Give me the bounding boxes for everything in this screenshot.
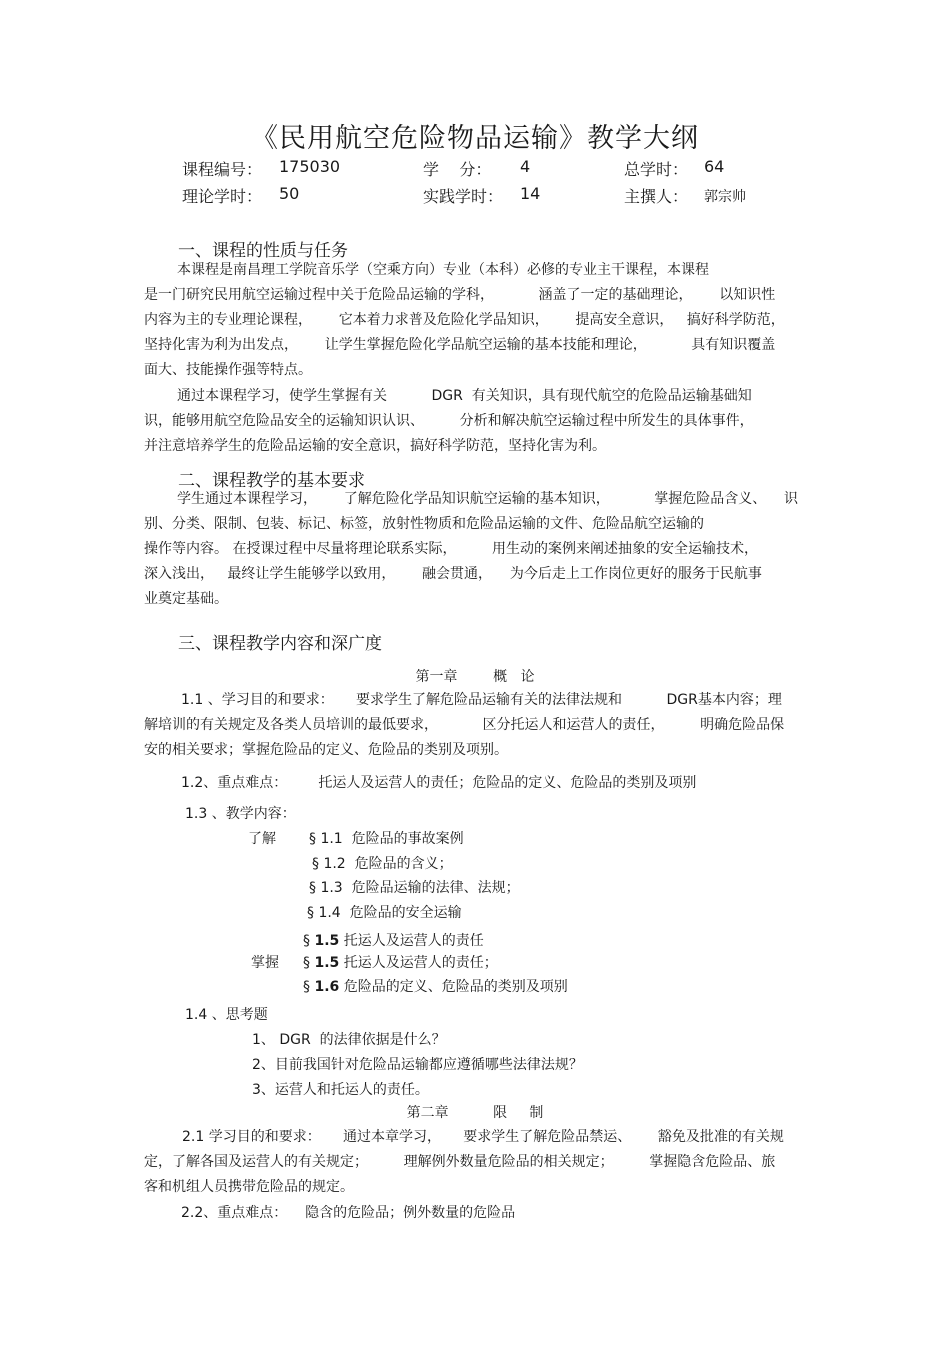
chapter-2-title: 第二章 限 制	[406, 1105, 544, 1121]
chapter-1-questions-heading: 1.4 、思考题	[185, 1007, 268, 1023]
content-item	[303, 976, 568, 996]
text-line: 并注意培养学生的危险品运输的安全意识，搞好科学防范，坚持化害为利。	[144, 438, 606, 454]
practice-hours	[423, 184, 541, 207]
question-item: 3、运营人和托运人的责任。	[252, 1082, 429, 1098]
item-prefix: §	[303, 955, 315, 971]
chapter-1-key-points: 1.2、重点难点： 托运人及运营人的责任；危险品的定义、危险品的类别及项别	[181, 775, 697, 791]
theory-hours-label: 理论学时：	[182, 187, 263, 206]
document-title: 《民用航空危险物品运输》教学大纲	[251, 123, 699, 154]
chapter-1-content-heading: 1.3 、教学内容：	[185, 806, 296, 822]
content-item: § 1.3 危险品运输的法律、法规；	[309, 880, 520, 896]
chapter-1-goal	[144, 688, 809, 763]
text-line: 识，能够用航空危险品安全的运输知识认识、 分析和解决航空运输过程中所发生的具体事件，	[144, 413, 754, 429]
total-hours	[624, 157, 725, 180]
item-text: 托运人及运营人的责任；	[339, 955, 498, 971]
author-label: 主撰人：	[624, 187, 689, 206]
section-1-heading: 一、课程的性质与任务	[178, 241, 348, 261]
section-1-paragraph-1	[144, 258, 809, 383]
text-line: 学生通过本课程学习， 了解危险化学品知识航空运输的基本知识， 掌握危险品含义、 识	[177, 491, 799, 507]
text-line: 2.1 学习目的和要求： 通过本章学习， 要求学生了解危险品禁运、 豁免及批准的有关规	[182, 1129, 784, 1145]
text-line: 通过本课程学习，使学生掌握有关 DGR 有关知识，具有现代航空的危险品运输基础知	[177, 388, 752, 404]
practice-hours-label: 实践学时：	[423, 187, 504, 206]
item-prefix: §	[303, 933, 315, 949]
chapter-2-goal	[144, 1125, 809, 1200]
text-line: 坚持化害为利为出发点， 让学生掌握危险化学品航空运输的基本技能和理论， 具有知识覆盖	[144, 337, 776, 353]
chapter-1-title: 第一章 概 论	[415, 669, 535, 685]
item-text: 危险品的定义、危险品的类别及项别	[339, 979, 568, 995]
author-value: 郭宗帅	[704, 189, 746, 205]
total-hours-label: 总学时：	[624, 160, 689, 179]
author	[624, 184, 746, 207]
content-item	[303, 952, 498, 972]
text-line: 客和机组人员携带危险品的规定。	[144, 1179, 354, 1195]
item-text: 托运人及运营人的责任	[339, 933, 484, 949]
credit-label: 学 分：	[423, 160, 492, 179]
chapter-2-key-points: 2.2、重点难点： 隐含的危险品；例外数量的危险品	[181, 1205, 516, 1221]
section-3-heading: 三、课程教学内容和深广度	[178, 634, 382, 654]
section-2-heading: 二、课程教学的基本要求	[178, 471, 365, 491]
text-line: 业奠定基础。	[144, 591, 228, 607]
text-line: 解培训的有关规定及各类人员培训的最低要求， 区分托运人和运营人的责任， 明确危险品保	[144, 717, 785, 733]
course-number-value: 175030	[279, 157, 341, 176]
understand-label: 了解	[248, 831, 276, 847]
item-number: 1.5	[314, 933, 340, 949]
item-prefix: §	[303, 979, 315, 995]
practice-hours-value: 14	[520, 184, 541, 203]
question-item: 1、 DGR 的法律依据是什么？	[252, 1032, 446, 1048]
theory-hours-value: 50	[279, 184, 300, 203]
theory-hours	[182, 184, 300, 207]
credit-value: 4	[520, 157, 531, 176]
total-hours-value: 64	[704, 157, 725, 176]
text-line: 操作等内容。 在授课过程中尽量将理论联系实际， 用生动的案例来阐述抽象的安全运输技术，	[144, 541, 759, 557]
text-line: 1.1 、学习目的和要求： 要求学生了解危险品运输有关的法律法规和 DGR基本内容；理	[181, 692, 782, 708]
text-line: 本课程是南昌理工学院音乐学（空乘方向）专业（本科）必修的专业主干课程，本课程	[177, 262, 709, 278]
content-item: § 1.1 危险品的事故案例	[309, 831, 464, 847]
content-item: § 1.2 危险品的含义；	[312, 856, 453, 872]
credit	[423, 157, 531, 180]
content-item	[303, 930, 484, 950]
text-line: 内容为主的专业理论课程， 它本着力求普及危险化学品知识， 提高安全意识， 搞好科学防范，	[144, 312, 785, 328]
text-line: 安的相关要求；掌握危险品的定义、危险品的类别及项别。	[144, 742, 508, 758]
content-item: § 1.4 危险品的安全运输	[307, 905, 462, 921]
text-line: 面大、技能操作强等特点。	[144, 362, 312, 378]
section-1-paragraph-2	[144, 384, 809, 459]
text-line: 是一门研究民用航空运输过程中关于危险品运输的学科， 涵盖了一定的基础理论， 以知识性	[144, 287, 776, 303]
course-number-label: 课程编号：	[182, 160, 263, 179]
text-line: 定，了解各国及运营人的有关规定； 理解例外数量危险品的相关规定； 掌握隐含危险品、旅	[144, 1154, 776, 1170]
text-line: 别、分类、限制、包装、标记、标签，放射性物质和危险品运输的文件、危险品航空运输的	[144, 516, 704, 532]
section-2-paragraph	[144, 487, 809, 612]
question-item: 2、目前我国针对危险品运输都应遵循哪些法律法规？	[252, 1057, 583, 1073]
text-line: 深入浅出， 最终让学生能够学以致用， 融会贯通， 为今后走上工作岗位更好的服务于民航事	[144, 566, 762, 582]
item-number: 1.5	[314, 955, 340, 971]
item-number: 1.6	[314, 979, 340, 995]
master-label: 掌握	[251, 955, 279, 971]
course-number	[182, 157, 341, 180]
